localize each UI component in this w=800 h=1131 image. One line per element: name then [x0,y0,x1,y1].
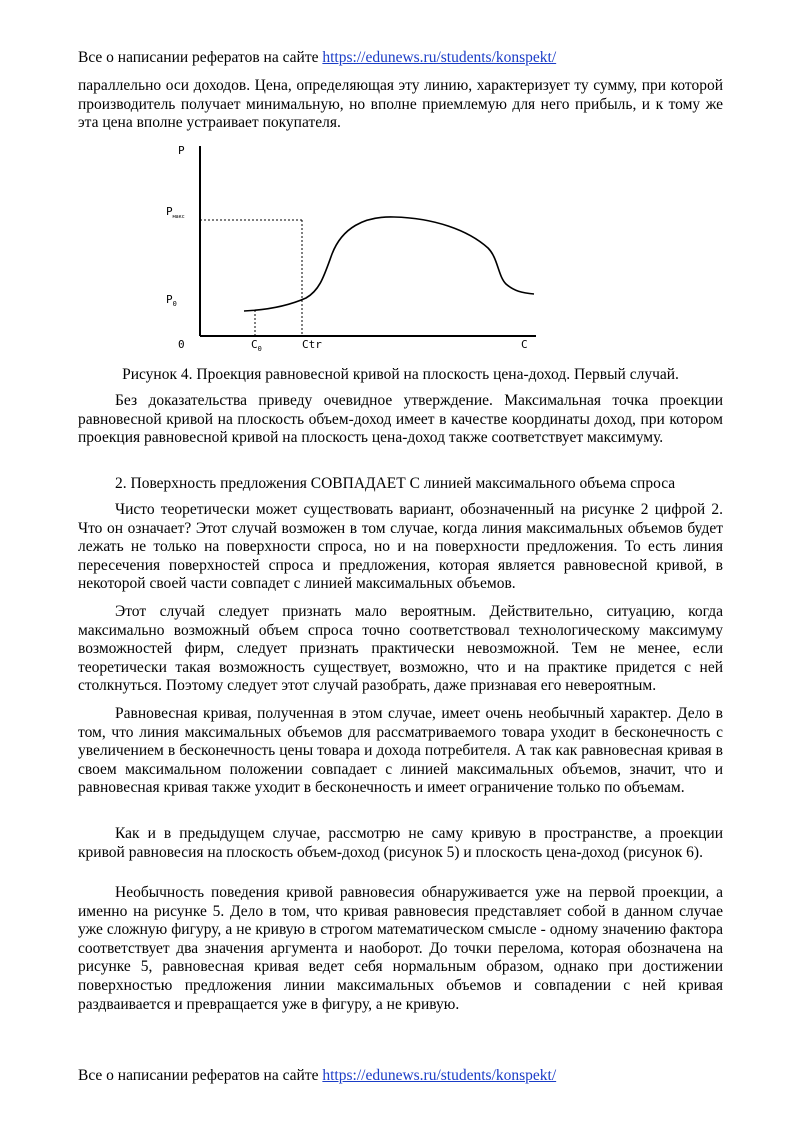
figure-4 [116,138,556,358]
page-footer [78,1066,556,1086]
equilibrium-curve [244,217,534,311]
figure-4-caption: Рисунок 4. Проекция равновесной кривой на плоскость цена-доход. Первый случай. [122,366,679,383]
paragraph-intro: параллельно оси доходов. Цена, определяющая эту линию, характеризует ту сумму, при которой производитель получает минимальную, но вполне приемлемую для него прибыль, и к тому же эта цена вполне устраивает покупателя. [78,77,723,132]
origin-label: 0 [178,338,185,351]
page-header [78,48,556,68]
paragraph-2: Чисто теоретически может существовать вариант, обозначенный на рисунке 2 цифрой 2. Что он означает? Этот случай возможен в том случае, когда линия максимальных объемов будет лежать не только на поверхности спроса, но и на поверхности предложения. То есть линия пересечения поверхностей спроса и предложения, которая является равновесной кривой, в некоторой своей части совпадет с линией максимальных объемов. [78,501,723,593]
ctr-label: Ctr [302,338,322,351]
section-heading-2: 2. Поверхность предложения СОВПАДАЕТ С линией максимального объема спроса [115,475,676,492]
x-axis-label: C [521,338,528,351]
paragraph-4: Равновесная кривая, полученная в этом случае, имеет очень необычный характер. Дело в том, что линия максимальных объемов для рассматриваемого товара уходит в бесконечность с увеличением в бесконечность цены товара и дохода потребителя. А так как равновесная кривая в своем максимальном положении совпадает с линией максимальных объемов, значит, что и равновесная кривая также уходит в бесконечность и имеет ограничение только по объемам. [78,705,723,797]
p0-label: $P_0$ [166,293,177,308]
footer-link[interactable]: https://edunews.ru/students/konspekt/ [322,1067,557,1084]
paragraph-3: Этот случай следует признать мало вероятным. Действительно, ситуацию, когда максимально возможный объем спроса точно соответствовал технологическому максимуму возможностей фирм, следует признать практически невозможной. Тем не менее, если теоретически такая возможность существует, возможно, что и на практике придется с ней столкнуться. Поэтому следует этот случай разобрать, даже признавая его невероятным. [78,603,723,695]
figure-4-graph [116,138,556,358]
p-max-label: $P_{макс}$ [166,205,185,220]
c0-label: $C_0$ [251,338,262,353]
paragraph-6: Необычность поведения кривой равновесия обнаруживается уже на первой проекции, а именно на рисунке 5. Дело в том, что кривая равновесия представляет собой в данном случае уже сложную фигуру, а не кривую в строгом математическом смысле - одному значению фактора соответствует два значения аргумента и наоборот. До точки перелома, которая обозначена на рисунке 5, равновесная кривая ведет себя нормальным образом, однако при достижении поверхностью предложения линии максимальных объемов и совпадении с ней кривая раздваивается и превращается уже в фигуру, а не кривую. [78,884,723,1013]
paragraph-5: Как и в предыдущем случае, рассмотрю не саму кривую в пространстве, а проекции кривой равновесия на плоскость объем-доход (рисунок 5) и плоскость цена-доход (рисунок 6). [78,825,723,861]
paragraph-1: Без доказательства приведу очевидное утверждение. Максимальная точка проекции равновесной кривой на плоскость объем-доход имеет в качестве координаты доход, при котором проекция равновесной кривой на плоскость цена-доход также соответствует максимуму. [78,392,723,447]
header-link[interactable]: https://edunews.ru/students/konspekt/ [322,49,557,66]
y-axis-label: P [178,144,185,157]
header-text: Все о написании рефератов на сайте [78,49,319,66]
footer-text: Все о написании рефератов на сайте [78,1067,319,1084]
